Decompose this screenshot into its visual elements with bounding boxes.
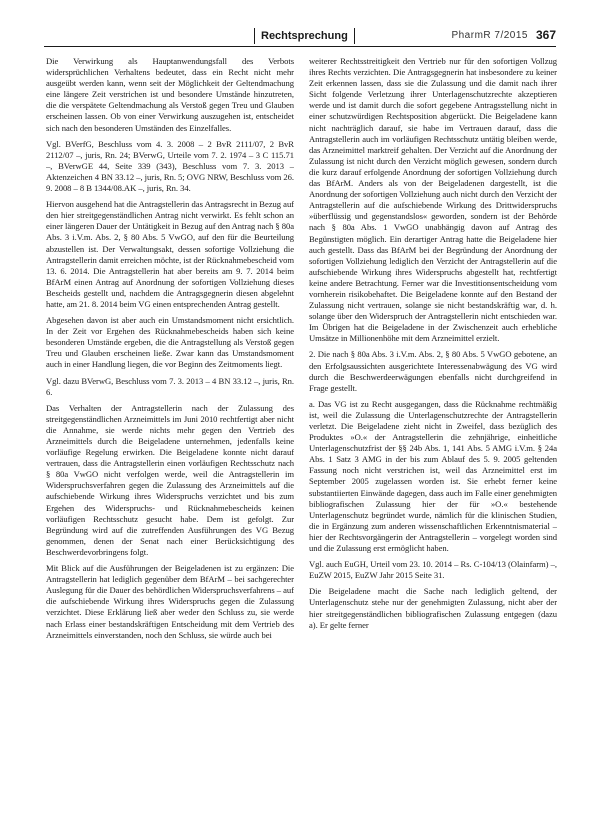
paragraph: a. Das VG ist zu Recht ausgegangen, dass die Rücknahme rechtmäßig ist, weil die Zulassung die Unterlagenschutzrechte der Antragstellerin verletzt. Die Beigeladene zieht nicht in Zweifel, dass bezüglich des Produktes »O.« der Antragstellerin die zehnjährige, einheitliche Unterlagenschutzfrist der §§ 24b Abs. 1, 141 Abs. 5 AMG i.V.m. § 24a Abs. 1 Satz 3 AMG in der bis zum Ablauf des 5. 9. 2005 geltenden Fassung noch nicht verstrichen ist, weil das Arzneimittel erst im September 2005 zugelassen worden ist. Sie erhebt ferner keine substantiierten Einwände dagegen, dass auch im Falle einer genehmigten bibliografischen Zulassung hier der für »O.« bestehende Unterlagenschutz begründet wurde, nämlich für die klinischen Studien, die in Ergänzung zum anderen wissenschaftlichen Erkenntnismaterial – hier der Rechtsvorgängerin der Antragstellerin – vorgelegt worden sind und die Zulassung erst ermöglicht haben.	[309, 398, 557, 554]
citation: Vgl. auch EuGH, Urteil vom 23. 10. 2014 – Rs. C-104/13 (Olainfarm) –, EuZW 2015, EuZW Jahr 2015 Seite 31.	[309, 559, 557, 581]
section-title: Rechtsprechung	[254, 28, 355, 44]
paragraph: Abgesehen davon ist aber auch ein Umstandsmoment nicht ersichtlich. In der Zeit vor Ergehen des Rücknahmebescheids haben sich keine besonderen Umstände ergeben, die die Antragstellung als Verstoß gegen Treu und Glauben erscheinen ließe. Zwar kann das Umstandsmoment auch in einer Handlung liegen, die vor Beginn des Zeitmoments liegt.	[46, 315, 294, 370]
paragraph: Die Verwirkung als Hauptanwendungsfall des Verbots widersprüchlichen Verhaltens bedeutet, dass ein Recht nicht mehr ausgeübt werden kann, wenn seit der Möglichkeit der Geltendmachung eine längere Zeit verstrichen ist und besondere Umstände hinzutreten, die die verspätete Geltendmachung als Verstoß gegen Treu und Glauben erscheinen lassen. Ob von einer Verwirkung auszugehen ist, entscheidet sich nach den besonderen Umständen des Einzelfalles.	[46, 56, 294, 133]
journal-issue: PharmR 7/2015	[451, 30, 528, 41]
left-column	[46, 56, 294, 818]
citation: Vgl. dazu BVerwG, Beschluss vom 7. 3. 2013 – 4 BN 33.12 –, juris, Rn. 6.	[46, 375, 294, 397]
paragraph: Hiervon ausgehend hat die Antragstellerin das Antragsrecht in Bezug auf den hier streitgegenständlichen Antrag nicht verwirkt. Es fehlt schon an einer längeren Dauer der Untätigkeit in Bezug auf den Antrag nach § 80a Abs. 3 i.V.m. Abs. 2, § 80 Abs. 5 VwGO, auf den für die Beurteilung abzustellen ist. Der Verwaltungsakt, dessen sofortige Vollziehung die Antragstellerin damit erreichen möchte, ist der Rücknahmebescheid vom 13. 6. 2014. Die Antragstellerin hat aber bereits am 9. 7. 2014 beim BfArM einen Antrag auf Anordnung der sofortigen Vollziehung dieses Bescheids gestellt und, nachdem die Antragsgegnerin diesen abgelehnt hatte, am 21. 8. 2014 beim VG einen entsprechenden Antrag gestellt.	[46, 199, 294, 309]
paragraph: weiterer Rechtsstreitigkeit den Vertrieb nur für den sofortigen Vollzug ihres Rechts verzichten. Die Antragsgegnerin hat insbesondere zu keiner Zeit erkennen lassen, dass sie die Zulassung und die damit nach ihrer Sicht folgende Verletzung ihrer Unterlagenschutzrechte akzeptieren werde und ist damit durch die sofort gegebene Antragsstellung nicht in einer schutzwürdigen Rechtsposition abgerückt. Die Beigeladene kann nicht nachträglich darauf, sie habe im Vertrauen darauf, dass die Antragstellerin auch im vorläufigen Rechtsschutz untätig bleiben werde, das Arzneimittel marktreif gehalten. Der Verzicht auf die Anordnung der Zulassung ist nicht durch den Verzicht möglich gewesen, sondern durch die kurz darauf erfolgende Anordnung der sofortigen Vollziehung durch das BfArM. Anders als von der Beigeladenen dargestellt, ist die Anordnung der sofortigen Vollziehung auch nicht durch den Verzicht der Antragstellerin auf die aufschiebende Wirkung des Drittwiderspruchs »überflüssig und gegenstandslos« geworden, sondern ist der Behörde nach § 80a Abs. 1 VwGO unabhängig davon auf Antrag des Begünstigten möglich. Ein derartiger Antrag hatte die Beigeladene hier auch gestellt. Dass das BfArM bei der Begründung der Anordnung der sofortigen Vollziehung lediglich den Verzicht der Antragstellerin auf die aufschiebende Wirkung ihres Widerspruchs abgestellt hat, rechtfertigt keine andere Betrachtung. Ferner war die Investitionsentscheidung vom vornherein risikobehaftet. Die Beigeladene konnte auf den Bestand der Zulassung nicht vertrauen, solange sie nicht bestandskräftig war, d. h. solange über den Widerspruch der Antragstellerin nicht entschieden war. Im Übrigen hat die Beigeladene in der Zwischenzeit auch erhebliche Umsätze in Millionenhöhe mit dem Arzneimittel erzielt.	[309, 56, 557, 344]
paragraph: Die Beigeladene macht die Sache nach lediglich geltend, der Unterlagenschutz stehe nur der genehmigten Zulassung, nicht aber der hier streitgegenständlichen bibliografischen Zulassung entgegen (dazu a). Er gelte ferner	[309, 586, 557, 630]
page-number: 367	[535, 28, 556, 42]
header-rule	[44, 46, 556, 47]
right-column	[309, 56, 557, 818]
page-header	[44, 28, 556, 46]
paragraph: 2. Die nach § 80a Abs. 3 i.V.m. Abs. 2, § 80 Abs. 5 VwGO gebotene, an den Erfolgsaussichten ausgerichtete Interessenabwägung des VG wird durch die Beschwerdeerwägungen ebenfalls nicht durchgreifend in Frage gestellt.	[309, 349, 557, 393]
paragraph: Mit Blick auf die Ausführungen der Beigeladenen ist zu ergänzen: Die Antragstellerin hat lediglich gegenüber dem BfArM – bei sachgerechter Auslegung für die Dauer des behördlichen Widerspruchsverfahrens – auf die aufschiebende Wirkung ihres Widerspruchs gegen die Zulassung verzichtet. Diese Erklärung ließ aber weder den Schluss zu, sie werde nach Erlass einer bestandskräftigen Entscheidung mit dem Vertrieb des Arzneimittels einverstanden, noch den Schluss, sie würde auch bei	[46, 563, 294, 640]
paragraph: Das Verhalten der Antragstellerin nach der Zulassung des streitgegenständlichen Arzneimittels im Juni 2010 rechtfertigt aber nicht die Annahme, sie werde nichts mehr gegen den Vertrieb des Arzneimittels durch die Beigeladene unternehmen, jedenfalls keine vorläufige Regelung erwirken. Die Beigeladene konnte nicht darauf vertrauen, dass die Antragstellerin einen vorläufigen Rechtsschutz nach § 80a VwGO nicht verfolgen werde, weil die Antragstellerin im Widerspruchsverfahren gegen die Zulassung des Arzneimittels auf die aufschiebende Wirkung ihres Widerspruchs verzichtet und bis zum Ergehen des Widerspruchs- und Rücknahmebescheids keinen vorläufigen Rechtsschutz gesucht habe. Dem ist gefolgt. Zur Begründung wird auf die zutreffenden Ausführungen des VG Bezug genommen, denen der Senat nach einer Berücksichtigung des Beschwerdevorbringens folgt.	[46, 402, 294, 557]
citation: Vgl. BVerfG, Beschluss vom 4. 3. 2008 – 2 BvR 2111/07, 2 BvR 2112/07 –, juris, Rn. 24; BVerwG, Urteile vom 7. 2. 1974 – 3 C 115.71 –, BVerwGE 44, Seite 339 (343), Beschluss vom 7. 3. 2013 – Aktenzeichen 4 BN 33.12 –, juris, Rn. 5; OVG NRW, Beschluss vom 26. 9. 2008 – 8 B 1344/08.AK –, juris, Rn. 34.	[46, 138, 294, 194]
